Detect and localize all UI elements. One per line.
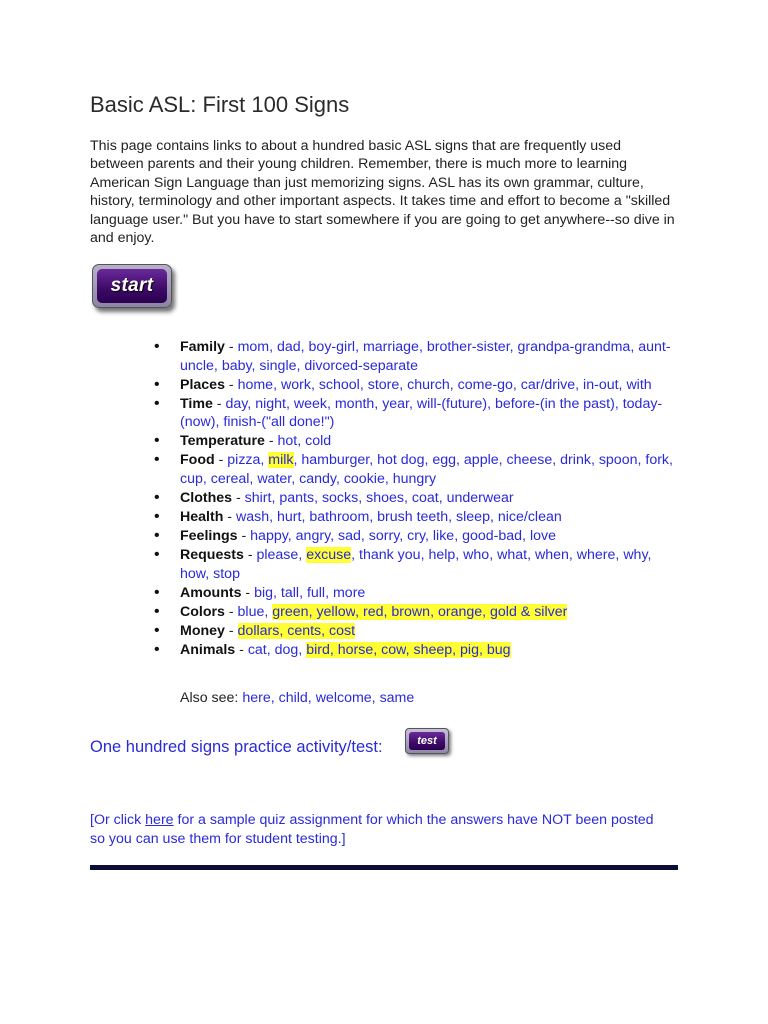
sign-link[interactable]: store [367, 376, 400, 393]
sign-link[interactable]: more [332, 584, 366, 601]
sign-link[interactable]: mom [237, 339, 270, 355]
sign-link[interactable]: nice/clean [497, 509, 562, 526]
category-name: Time [180, 395, 213, 412]
intro-paragraph: This page contains links to about a hundred basic ASL signs that are frequently used between parents and their young children. Remember, there is much more to learning American Sign Language than just memorizing signs. ASL has its own grammar, culture, history, terminology and other important aspects. It takes time and effort to become a "skilled language user." But you have to start somewhere if you are going to get anywhere--so dive in and enjoy. [90, 138, 675, 247]
category-name: Money [180, 623, 225, 640]
also-see-link[interactable]: child [278, 690, 308, 706]
sign-link[interactable]: water [257, 470, 292, 487]
sign-link[interactable]: underwear [446, 489, 514, 506]
sign-link[interactable]: horse [337, 642, 374, 659]
sign-link[interactable]: dad [276, 339, 301, 355]
category-name: Family [180, 339, 225, 355]
sign-link[interactable]: night [255, 395, 286, 412]
sign-link[interactable]: brother-sister [426, 339, 510, 355]
category-name: Places [180, 376, 225, 393]
sign-link[interactable]: hungry [392, 470, 437, 487]
start-button-label: start [97, 269, 167, 303]
sign-link[interactable]: please [256, 547, 299, 564]
sign-link[interactable]: wash [235, 509, 270, 526]
sign-link[interactable]: brown [391, 603, 431, 620]
sign-link[interactable]: stop [213, 565, 240, 582]
sign-link[interactable]: help [428, 547, 456, 564]
sign-link[interactable]: like [432, 528, 455, 545]
sign-link[interactable]: boy-girl [308, 339, 356, 355]
sign-link[interactable]: big [254, 584, 274, 601]
category-list [154, 338, 674, 660]
sign-link[interactable]: bathroom [309, 509, 370, 526]
sign-link[interactable]: today-(now) [180, 395, 663, 431]
sign-link[interactable]: week [293, 395, 327, 412]
list-item: • Animals - cat, dog, bird, horse, cow, sheep, pig, bug [154, 641, 674, 660]
sign-link[interactable]: cry [407, 528, 425, 545]
sign-link[interactable]: tall [280, 584, 300, 601]
list-item: • Places - home, work, school, store, church, come-go, car/drive, in-out, with [154, 376, 674, 395]
sign-link[interactable]: hamburger [301, 452, 370, 469]
sign-link[interactable]: year [382, 395, 410, 412]
list-item: • Time - day, night, week, month, year, will-(future), before-(in the past), today-(now), finish-("all done!") [154, 395, 674, 432]
sign-link[interactable]: single [259, 357, 297, 374]
sign-link[interactable]: who [463, 547, 490, 564]
list-item: • Family - mom, dad, boy-girl, marriage, brother-sister, grandpa-grandma, aunt-uncle, baby, single, divorced-separate [154, 338, 674, 375]
sign-link[interactable]: blue [237, 603, 265, 620]
sign-link[interactable]: coat [411, 489, 439, 506]
sign-link[interactable]: car/drive [520, 376, 576, 393]
sign-link[interactable]: bird [306, 642, 330, 659]
sign-link[interactable]: love [529, 528, 556, 545]
sign-link[interactable]: apple [463, 452, 499, 469]
sign-link[interactable]: come-go [457, 376, 513, 393]
sign-link[interactable]: month [334, 395, 375, 412]
also-see-link[interactable]: here [242, 690, 271, 706]
list-item: • Requests - please, excuse, thank you, help, who, what, when, where, why, how, stop [154, 546, 674, 583]
sign-link[interactable]: grandpa-grandma [517, 339, 631, 355]
also-see: Also see: here, child, welcome, same [180, 690, 415, 706]
category-name: Feelings [180, 528, 238, 545]
page-title: Basic ASL: First 100 Signs [90, 92, 350, 117]
sign-link[interactable]: shoes [366, 489, 404, 506]
category-name: Clothes [180, 489, 233, 506]
sign-link[interactable]: brush teeth [377, 509, 449, 526]
sign-link[interactable]: cereal [210, 470, 250, 487]
list-item: • Food - pizza, milk, hamburger, hot dog, egg, apple, cheese, drink, spoon, fork, cup, cereal, water, candy, cookie, hungry [154, 451, 674, 488]
sign-link[interactable]: school [318, 376, 360, 393]
category-name: Amounts [180, 584, 242, 601]
list-item: • Money - dollars, cents, cost [154, 622, 674, 641]
sign-link[interactable]: with [626, 376, 652, 393]
sign-link[interactable]: sorry [368, 528, 400, 545]
sign-link[interactable]: full [306, 584, 326, 601]
sign-link[interactable]: what [497, 547, 528, 564]
category-name: Temperature [180, 433, 265, 450]
sign-link[interactable]: sleep [456, 509, 490, 526]
sign-link[interactable]: marriage [362, 339, 419, 355]
sign-link[interactable]: orange [437, 603, 483, 620]
sign-link[interactable]: egg [432, 452, 457, 469]
sign-link[interactable]: pig [460, 642, 479, 659]
also-see-link[interactable]: same [379, 690, 415, 706]
quiz-note-after: for a sample quiz assignment for which the answers have NOT been posted so you can use them for student testing.] [90, 812, 654, 847]
sign-link[interactable]: sheep [413, 642, 453, 659]
sign-link[interactable]: how [180, 565, 206, 582]
quiz-note [90, 811, 670, 848]
sign-link[interactable]: aunt-uncle [180, 339, 671, 374]
sign-link[interactable]: drink [560, 452, 591, 469]
sign-link[interactable]: happy [250, 528, 288, 545]
list-item: • Health - wash, hurt, bathroom, brush teeth, sleep, nice/clean [154, 508, 674, 527]
sign-link[interactable]: cow [381, 642, 406, 659]
sign-link[interactable]: cookie [343, 470, 385, 487]
start-button[interactable] [92, 264, 172, 308]
sign-link[interactable]: baby [221, 357, 252, 374]
sign-link[interactable]: socks [321, 489, 359, 506]
sign-link[interactable]: fork [645, 452, 670, 469]
sign-link[interactable]: pizza [227, 452, 261, 469]
sign-link[interactable]: hot dog [377, 452, 425, 469]
sign-link[interactable]: dollars [237, 623, 280, 640]
quiz-note-before: [Or click [90, 812, 146, 828]
practice-link[interactable]: One hundred signs practice activity/test: [90, 738, 383, 756]
sign-link[interactable]: red [363, 603, 384, 620]
sign-link[interactable]: candy [299, 470, 336, 487]
also-see-link[interactable]: welcome [315, 690, 372, 706]
sign-link[interactable]: spoon [598, 452, 638, 469]
category-name: Colors [180, 603, 225, 620]
sign-link[interactable]: cat [247, 642, 267, 659]
sign-link[interactable]: cup [180, 470, 203, 487]
sign-link[interactable]: excuse [306, 547, 352, 564]
list-item: • Amounts - big, tall, full, more [154, 584, 674, 603]
sign-link[interactable]: thank you [359, 547, 421, 564]
sign-link[interactable]: hot [277, 433, 298, 450]
sign-link[interactable]: gold & silver [490, 603, 568, 620]
category-name: Requests [180, 547, 244, 564]
sign-link[interactable]: when [534, 547, 569, 564]
sign-link[interactable]: bug [486, 642, 511, 659]
sign-link[interactable]: will-(future) [416, 395, 488, 412]
list-item: • Temperature - hot, cold [154, 432, 674, 451]
sign-link[interactable]: hurt [276, 509, 302, 526]
sign-link[interactable]: angry [295, 528, 331, 545]
also-see-label: Also see: [180, 690, 239, 706]
horizontal-rule [90, 865, 678, 870]
sign-link[interactable]: milk [268, 452, 294, 469]
sign-link[interactable]: where [576, 547, 616, 564]
sign-link[interactable]: in-out [583, 376, 619, 393]
sign-link[interactable]: cheese [506, 452, 553, 469]
quiz-here-link[interactable]: here [145, 812, 174, 828]
sign-link[interactable]: church [407, 376, 450, 393]
sign-link[interactable]: home [237, 376, 274, 393]
sign-link[interactable]: finish-("all done!") [223, 414, 335, 431]
sign-link[interactable]: divorced-separate [304, 357, 418, 374]
sign-link[interactable]: why [623, 547, 648, 564]
list-item: • Feelings - happy, angry, sad, sorry, cry, like, good-bad, love [154, 527, 674, 546]
category-name: Animals [180, 642, 236, 659]
sign-link[interactable]: work [280, 376, 311, 393]
sign-link[interactable]: shirt [244, 489, 272, 506]
sign-link[interactable]: green [272, 603, 309, 620]
list-item: • Clothes - shirt, pants, socks, shoes, coat, underwear [154, 489, 674, 508]
sign-link[interactable]: good-bad [462, 528, 523, 545]
sign-link[interactable]: cold [305, 433, 332, 450]
sign-link[interactable]: pants [279, 489, 315, 506]
test-button-label: test [409, 732, 445, 750]
test-button[interactable] [405, 728, 449, 754]
sign-link[interactable]: before-(in the past) [494, 395, 615, 412]
sign-link[interactable]: dog [274, 642, 299, 659]
category-name: Food [180, 452, 215, 469]
sign-link[interactable]: sad [338, 528, 361, 545]
sign-link[interactable]: cost [329, 623, 356, 640]
list-item: • Colors - blue, green, yellow, red, brown, orange, gold & silver [154, 603, 674, 622]
sign-link[interactable]: day [225, 395, 248, 412]
sign-link[interactable]: cents [287, 623, 322, 640]
category-name: Health [180, 509, 224, 526]
sign-link[interactable]: yellow [316, 603, 356, 620]
